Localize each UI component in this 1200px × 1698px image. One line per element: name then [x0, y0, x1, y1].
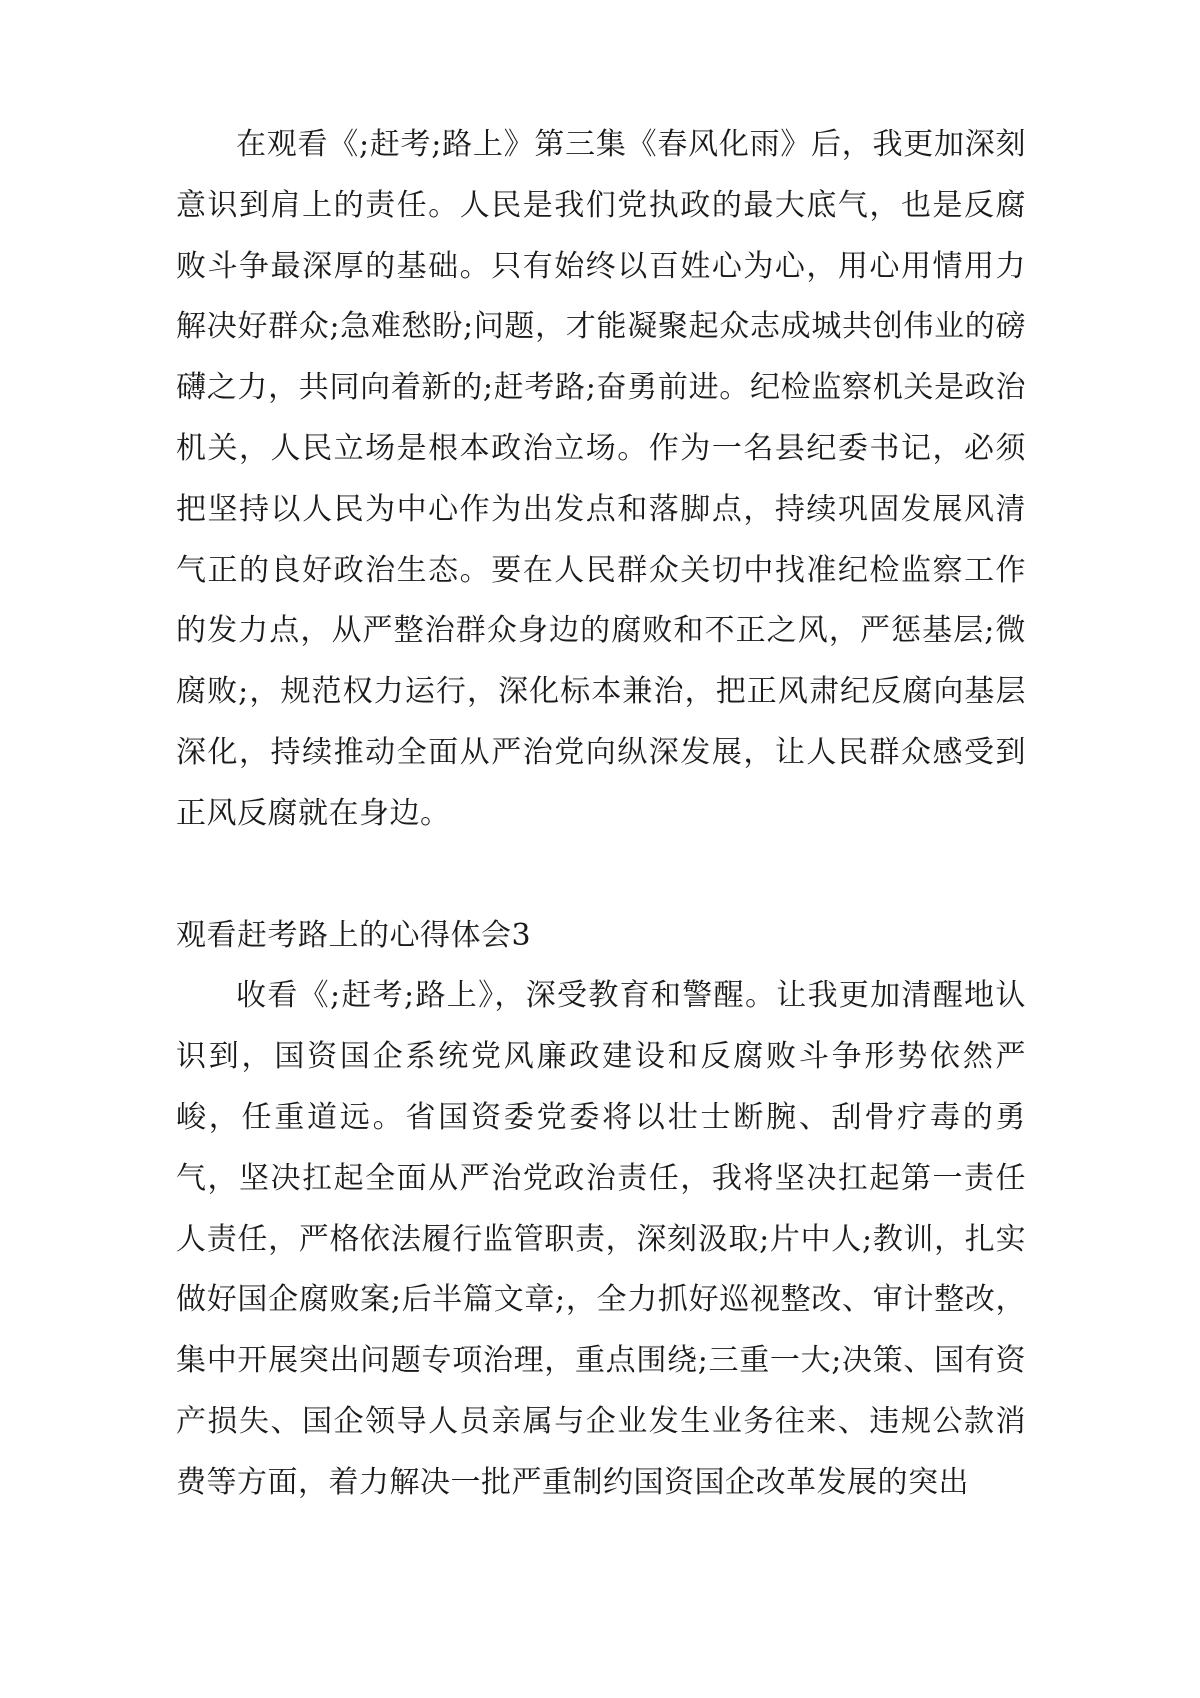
- document-body: [176, 115, 1026, 1514]
- paragraph-spacer: [176, 845, 1026, 906]
- body-paragraph: 收看《;赶考;路上》，深受教育和警醒。让我更加清醒地认识到，国资国企系统党风廉政建设和反腐败斗争形势依然严峻，任重道远。省国资委党委将以壮士断腕、刮骨疗毒的勇气，坚决扛起全面从严治党政治责任，我将坚决扛起第一责任人责任，严格依法履行监管职责，深刻汲取;片中人;教训，扎实做好国企腐败案;后半篇文章;，全力抓好巡视整改、审计整改，集中开展突出问题专项治理，重点围绕;三重一大;决策、国有资产损失、国企领导人员亲属与企业发生业务往来、违规公款消费等方面，着力解决一批严重制约国资国企改革发展的突出: [176, 978, 1026, 1500]
- section-heading: 观看赶考路上的心得体会3: [176, 917, 532, 953]
- body-paragraph: 在观看《;赶考;路上》第三集《春风化雨》后，我更加深刻意识到肩上的责任。人民是我们党执政的最大底气，也是反腐败斗争最深厚的基础。只有始终以百姓心为心，用心用情用力解决好群众;急难愁盼;问题，才能凝聚起众志成城共创伟业的磅礴之力，共同向着新的;赶考路;奋勇前进。纪检监察机关是政治机关，人民立场是根本政治立场。作为一名县纪委书记，必须把坚持以人民为中心作为出发点和落脚点，持续巩固发展风清气正的良好政治生态。要在人民群众关切中找准纪检监察工作的发力点，从严整治群众身边的腐败和不正之风，严惩基层;微腐败;，规范权力运行，深化标本兼治，把正风肃纪反腐向基层深化，持续推动全面从严治党向纵深发展，让人民群众感受到正风反腐就在身边。: [176, 127, 1026, 831]
